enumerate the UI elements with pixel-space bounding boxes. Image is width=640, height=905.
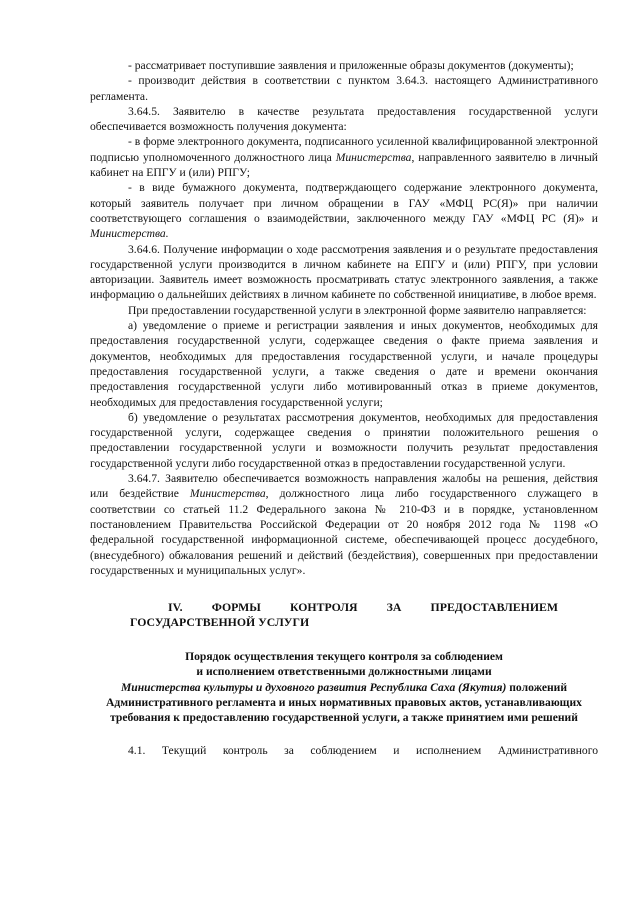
paragraph: а) уведомление о приеме и регистрации заявления и иных документов, необходимых для предоставления государственной услуги, содержащее сведения о факте приема заявления и документов, необходимых для предоставления государственной услуги, и начале процедуры предоставления государственной услуги, а также сведения о дате и времени окончания предоставления государственной услуги либо мотивированный отказ в приеме документов, необходимых для предоставления государственной услуги; [90,319,598,409]
subheading-text: положений Административного регламента и иных нормативных правовых актов, устанавливающих требования к предоставлению государственной услуги, а также принятием ими решений [106,680,582,725]
paragraph: б) уведомление о результатах рассмотрения документов, необходимых для предоставления государственной услуги, содержащее сведения о принятии положительного решения о предоставлении государственной услуги и возможности получить результат предоставления государственной услуги либо государственной отказ в предоставлении государственной услуги. [90,410,598,470]
ministry-italic: Министерства культуры и духовного развития Республика Саха (Якутия) [120,680,507,694]
ministry-italic: Министерства. [90,227,169,241]
subheading-line: Порядок осуществления текущего контроля за соблюдением [185,650,503,664]
paragraph: 3.64.6. Получение информации о ходе рассмотрения заявления и о результате предоставления государственной услуги производится в личном кабинете на ЕПГУ и (или) РПГУ, при условии авторизации. Заявитель имеет возможность просматривать статус электронного заявления, а также информацию о дальнейших действиях в личном кабинете по собственной инициативе, в любое время. [90,242,598,302]
paragraph: 4.1. Текущий контроль за соблюдением и исполнением Административного [128,743,598,757]
paragraph: - производит действия в соответствии с пунктом 3.64.3. настоящего Административного регламента. [90,74,598,103]
subheading [90,649,598,725]
paragraph [90,180,598,241]
subheading-line: и исполнением ответственными должностными лицами [196,665,492,679]
section-heading: IV. ФОРМЫ КОНТРОЛЯ ЗА ПРЕДОСТАВЛЕНИЕМ ГОСУДАРСТВЕННОЙ УСЛУГИ [130,600,558,630]
paragraph: - рассматривает поступившие заявления и приложенные образы документов (документы); [128,59,574,72]
ministry-italic: Министерства [335,150,412,164]
paragraph: При предоставлении государственной услуги в электронной форме заявителю направляется: [128,303,587,317]
paragraph-text: - в форме электронного документа, подписанного усиленной квалифицированной электронной подписью уполномоченного должностного лица [90,135,598,164]
paragraph: 3.64.5. Заявителю в качестве результата предоставления государственной услуги обеспечивается возможность получения документа: [90,104,598,134]
paragraph-text: 3.64.7. Заявителю обеспечивается возможность направления жалобы на решения, действия или бездействие [90,472,598,501]
subheading-rest [90,680,598,726]
paragraph [90,134,598,180]
paragraph-text: , направленного заявителю в личный кабинет на ЕПГУ и (или) РПГУ; [90,150,599,180]
ministry-italic: Министерства [189,487,266,501]
paragraph [90,471,598,578]
paragraph-text: , должностного лица либо государственного служащего в соответствии со статьей 11.2 Федерального закона № 210-ФЗ и в порядке, установленном постановлением Правительства Российской Федерации от 20 ноября 2012 года № 1198 «О федеральной государственной информационной системе, обеспечивающей процесс досудебного, (внесудебного) обжалования решений и действий (бездействия), совершенных при предоставлении государственных и муниципальных услуг». [90,487,598,577]
document-page [90,58,598,758]
paragraph-text: - в виде бумажного документа, подтверждающего содержание электронного документа, который заявитель получает при личном обращении в ГАУ «МФЦ РС(Я)» при наличии соответствующего соглашения о взаимодействии, заключенного между ГАУ «МФЦ РС (Я)» и [90,181,598,225]
